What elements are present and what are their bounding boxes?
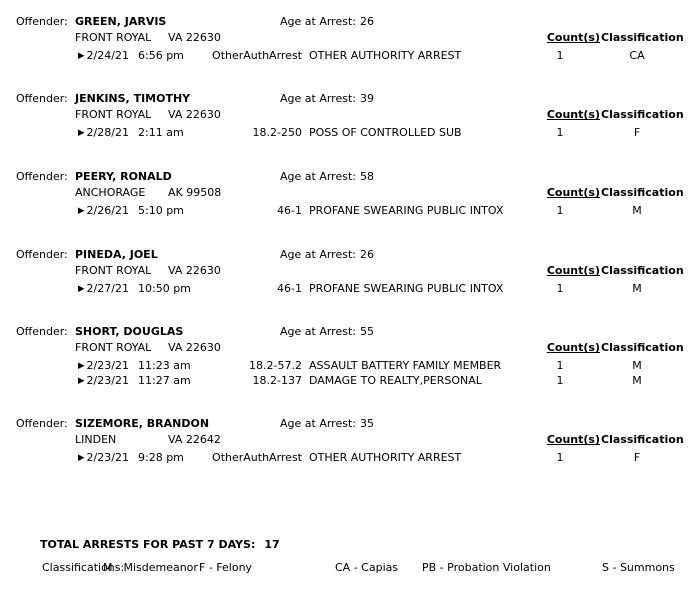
arrest-marker-icon: ▶ — [78, 51, 85, 61]
offense-description: PROFANE SWEARING PUBLIC INTOX — [309, 204, 504, 217]
age-label: Age at Arrest: — [280, 92, 356, 105]
counts-header: Count(s) — [546, 31, 600, 44]
offender-city: LINDEN — [75, 433, 117, 446]
arrest-date-value: 2/23/21 — [86, 451, 129, 464]
arrest-date — [78, 451, 129, 466]
classification-header: Classification — [601, 108, 684, 121]
arrest-time: 9:28 pm — [138, 451, 184, 464]
offender-name: JENKINS, TIMOTHY — [75, 92, 191, 105]
classification-value: F — [633, 451, 641, 464]
offense-code: 46-1 — [277, 204, 302, 217]
counts-header: Count(s) — [546, 186, 600, 199]
offender-name: GREEN, JARVIS — [75, 15, 167, 28]
classification-value: M — [632, 204, 642, 217]
arrest-date-value: 2/26/21 — [86, 204, 129, 217]
counts-header: Count(s) — [546, 264, 600, 277]
offender-state-zip: VA 22642 — [168, 433, 221, 446]
offender-name: PINEDA, JOEL — [75, 248, 158, 261]
total-arrests-value: 17 — [264, 538, 280, 551]
arrest-date — [78, 204, 129, 219]
offender-block — [0, 92, 696, 162]
offense-code: 18.2-137 — [252, 374, 302, 387]
count-value: 1 — [556, 204, 564, 217]
classification-header: Classification — [601, 186, 684, 199]
classification-value: M — [632, 374, 642, 387]
age-at-arrest — [280, 92, 374, 105]
age-value: 39 — [359, 92, 374, 105]
classification-header: Classification — [601, 433, 684, 446]
offense-description: PROFANE SWEARING PUBLIC INTOX — [309, 282, 504, 295]
age-label: Age at Arrest: — [280, 170, 356, 183]
arrest-marker-icon: ▶ — [78, 284, 85, 294]
arrest-time: 11:23 am — [138, 359, 191, 372]
arrest-date-value: 2/28/21 — [86, 126, 129, 139]
arrest-marker-icon: ▶ — [78, 376, 85, 386]
offense-description: DAMAGE TO REALTY,PERSONAL — [309, 374, 482, 387]
age-value: 26 — [359, 15, 374, 28]
legend-item-misdemeanor: M - Misdemeanor — [103, 561, 198, 574]
arrest-date-value: 2/23/21 — [86, 374, 129, 387]
count-value: 1 — [556, 126, 564, 139]
arrest-date — [78, 374, 129, 389]
legend-item-summons: S - Summons — [602, 561, 675, 574]
offense-code: 46-1 — [277, 282, 302, 295]
count-value: 1 — [556, 451, 564, 464]
classification-header: Classification — [601, 31, 684, 44]
offender-state-zip: VA 22630 — [168, 341, 221, 354]
counts-header: Count(s) — [546, 108, 600, 121]
offender-block — [0, 325, 696, 410]
counts-header: Count(s) — [546, 433, 600, 446]
age-label: Age at Arrest: — [280, 15, 356, 28]
offender-label: Offender: — [16, 170, 68, 183]
age-at-arrest — [280, 325, 374, 338]
arrest-date — [78, 282, 129, 297]
age-at-arrest — [280, 170, 374, 183]
offender-city: ANCHORAGE — [75, 186, 146, 199]
count-value: 1 — [556, 359, 564, 372]
offender-label: Offender: — [16, 15, 68, 28]
offender-label: Offender: — [16, 92, 68, 105]
count-value: 1 — [556, 374, 564, 387]
offense-description: OTHER AUTHORITY ARREST — [309, 451, 462, 464]
classification-value: M — [632, 282, 642, 295]
count-value: 1 — [556, 49, 564, 62]
age-value: 55 — [359, 325, 374, 338]
age-at-arrest — [280, 248, 374, 261]
offender-city: FRONT ROYAL — [75, 31, 152, 44]
age-value: 26 — [359, 248, 374, 261]
age-value: 58 — [359, 170, 374, 183]
arrest-date-value: 2/23/21 — [86, 359, 129, 372]
legend-item-capias: CA - Capias — [335, 561, 399, 574]
arrest-time: 5:10 pm — [138, 204, 184, 217]
count-value: 1 — [556, 282, 564, 295]
classification-value: F — [633, 126, 641, 139]
arrest-time: 6:56 pm — [138, 49, 184, 62]
age-label: Age at Arrest: — [280, 248, 356, 261]
arrest-date — [78, 49, 129, 64]
offender-label: Offender: — [16, 417, 68, 430]
offense-code: OtherAuthArrest — [212, 49, 302, 62]
offender-city: FRONT ROYAL — [75, 341, 152, 354]
legend-item-felony: F - Felony — [199, 561, 253, 574]
offender-name: PEERY, RONALD — [75, 170, 172, 183]
offender-label: Offender: — [16, 248, 68, 261]
offense-description: OTHER AUTHORITY ARREST — [309, 49, 462, 62]
arrest-date — [78, 126, 129, 141]
age-value: 35 — [359, 417, 374, 430]
offender-city: FRONT ROYAL — [75, 108, 152, 121]
legend-item-probation-violation: PB - Probation Violation — [422, 561, 551, 574]
offender-state-zip: VA 22630 — [168, 108, 221, 121]
age-label: Age at Arrest: — [280, 417, 356, 430]
classifications-label: Classifications: — [42, 561, 125, 574]
arrest-date-value: 2/27/21 — [86, 282, 129, 295]
offender-city: FRONT ROYAL — [75, 264, 152, 277]
offender-label: Offender: — [16, 325, 68, 338]
arrest-marker-icon: ▶ — [78, 206, 85, 216]
arrest-marker-icon: ▶ — [78, 361, 85, 371]
offense-code: 18.2-250 — [252, 126, 302, 139]
arrest-date — [78, 359, 129, 374]
age-at-arrest — [280, 15, 374, 28]
arrest-time: 2:11 am — [138, 126, 184, 139]
offender-block — [0, 15, 696, 85]
offender-state-zip: AK 99508 — [168, 186, 222, 199]
counts-header: Count(s) — [546, 341, 600, 354]
classification-header: Classification — [601, 264, 684, 277]
arrest-date-value: 2/24/21 — [86, 49, 129, 62]
offense-description: POSS OF CONTROLLED SUB — [309, 126, 462, 139]
classification-header: Classification — [601, 341, 684, 354]
offense-code: OtherAuthArrest — [212, 451, 302, 464]
arrest-marker-icon: ▶ — [78, 453, 85, 463]
offender-state-zip: VA 22630 — [168, 264, 221, 277]
offense-code: 18.2-57.2 — [249, 359, 302, 372]
arrest-marker-icon: ▶ — [78, 128, 85, 138]
offender-name: SIZEMORE, BRANDON — [75, 417, 210, 430]
age-label: Age at Arrest: — [280, 325, 356, 338]
total-arrests-label: TOTAL ARRESTS FOR PAST 7 DAYS: — [40, 538, 256, 551]
offender-name: SHORT, DOUGLAS — [75, 325, 184, 338]
offender-block — [0, 248, 696, 318]
total-arrests-line — [40, 538, 280, 551]
offender-block — [0, 170, 696, 240]
offender-block — [0, 417, 696, 487]
classification-value: M — [632, 359, 642, 372]
age-at-arrest — [280, 417, 374, 430]
arrest-time: 10:50 pm — [138, 282, 191, 295]
classification-value: CA — [629, 49, 645, 62]
arrest-time: 11:27 am — [138, 374, 191, 387]
offense-description: ASSAULT BATTERY FAMILY MEMBER — [309, 359, 502, 372]
offender-state-zip: VA 22630 — [168, 31, 221, 44]
